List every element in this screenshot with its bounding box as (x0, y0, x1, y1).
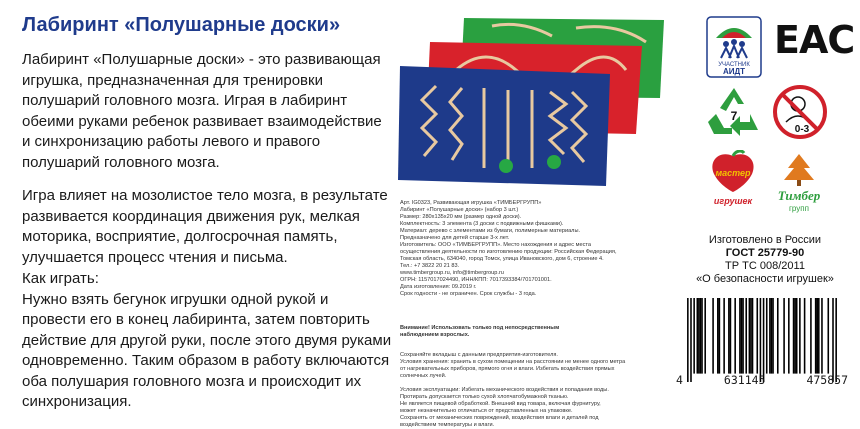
how-to-play-text: Нужно взять бегунок игрушки одной рукой и провести его в конец лабиринта, затем повторить действие для другой руки, после этого двумя руками одновременно. Таким образом в работу включаются оба полушария головного мозга и происходит их синхронизация. (22, 290, 392, 410)
technical-regulation: ТР ТС 008/2011 (725, 260, 805, 272)
barcode-bar (723, 298, 725, 374)
barcode-bar (766, 298, 768, 374)
barcode-bar (796, 298, 798, 374)
made-in: Изготовлено в России (708, 234, 822, 246)
barcode-bar (816, 298, 818, 374)
barcode-bar (717, 298, 719, 374)
barcode-bar (697, 298, 699, 374)
aidt-line1: УЧАСТНИК (718, 62, 750, 68)
description-benefits-text: Игра влияет на мозолистое тело мозга, в результате развивается координация движения рук, мелкая моторика, восприятие, долгосрочная память, улучшается процесс чтения и письма. (22, 187, 388, 266)
barcode-bar (763, 298, 765, 382)
fine-line: ОГРН: 1157017024490, ИНН/КПП: 7017393384/701701001. (400, 277, 552, 283)
fine-line: Предназначено для детей старше 3-х лет. (400, 235, 510, 241)
barcode-bar (734, 298, 736, 374)
barcode-digits (676, 373, 848, 387)
warning-line: наблюдением взрослых. (400, 332, 470, 338)
aidt-line2: АИДТ (722, 67, 746, 76)
barcode-bar (739, 298, 741, 374)
barcode-bar (827, 298, 829, 374)
barcode-bar (719, 298, 721, 374)
eac-mark: EAC (774, 18, 855, 62)
age-warning-icon (772, 84, 828, 140)
product-title: Лабиринт «Полушарные доски» (22, 14, 341, 36)
barcode-bar (815, 298, 817, 374)
fine-line: Сохранять от механических повреждений, воздействия влаги и деталей под (400, 415, 599, 421)
aidt-member-logo (706, 16, 762, 78)
barcode-bar (810, 298, 812, 374)
barcode-bar (769, 298, 771, 374)
recycle-icon (706, 84, 762, 136)
fine-line: Арт. IG0323, Развивающая игрушка «ТИМБЕРГРУПП» (400, 200, 542, 206)
barcode-bar (821, 298, 823, 374)
barcode-digit-group: 475857 (806, 373, 848, 387)
barcode-bar (760, 298, 762, 382)
master-line2: игрушек (713, 196, 753, 206)
fine-line: Изготовитель: ООО «ТИМБЕРГРУПП». Место нахождения и адрес места (400, 242, 591, 248)
barcode-bar (793, 298, 795, 374)
barcode-bar (835, 298, 837, 382)
barcode (676, 298, 848, 382)
barcode-bar (728, 298, 730, 374)
fine-print-storage (400, 352, 676, 429)
fine-line: солнечных лучей. (400, 373, 447, 379)
barcode-bar (818, 298, 820, 374)
blue-board (398, 66, 610, 186)
barcode-bar (730, 298, 732, 374)
runner-right (547, 155, 561, 169)
fine-line: Срок годности - не ограничен. Срок службы - 3 года. (400, 291, 537, 297)
fine-print-warning (400, 325, 676, 339)
barcode-bar (741, 298, 743, 374)
manufacturer-info (690, 234, 840, 286)
barcode-digit-group: 631145 (723, 373, 766, 387)
barcode-bar (752, 298, 754, 374)
barcode-bar (771, 298, 773, 374)
fine-line: Сохраняйте вкладыш с данными предприятия-изготовителя. (400, 352, 558, 358)
barcode-bar (783, 298, 785, 374)
fine-line: Комплектность: 3 элемента (3 доски с подвижными фишками). (400, 221, 564, 227)
barcode-bar (687, 298, 689, 382)
safety-regulation: «О безопасности игрушек» (696, 273, 834, 285)
fine-line: воздействием температуры и влаги. (400, 422, 495, 428)
fine-line: осуществления деятельности по изготовлению продукции: Российская Федерация, (400, 249, 617, 255)
fine-line: www.timbergroup.ru, info@timbergroup.ru (400, 270, 504, 276)
description-intro (22, 50, 392, 173)
barcode-bar (693, 298, 695, 374)
barcode-bar (804, 298, 806, 374)
timber-line2: групп (789, 204, 809, 213)
barcode-bar (832, 298, 834, 382)
fine-line (400, 380, 676, 387)
timber-group-logo (766, 150, 832, 214)
fine-line: Томская область, 634040, город Томск, улица Ивановского, дом 6, строение 4. (400, 256, 604, 262)
how-to-play-heading: Как играть: (22, 270, 99, 287)
barcode-bar (788, 298, 790, 374)
age-label: 0-3 (794, 124, 810, 135)
fine-line: может незначительно отличаться от представленных на упаковке. (400, 408, 573, 414)
barcode-bar (704, 298, 706, 374)
fine-line: Лабиринт «Полушарные доски» (набор 3 шт.) (400, 207, 519, 213)
barcode-bar (756, 298, 758, 374)
barcode-bar (750, 298, 752, 374)
description-intro-text: Лабиринт «Полушарные доски» - это развивающая игрушка, предназначенная для тренировки полушарий головного мозга. Играя в лабиринт обеими руками ребенок развивает взаимодействие и синхронизацию работы левого и правого полушарий головного мозга. (22, 51, 382, 171)
fine-print-composition (400, 200, 676, 298)
product-photo-boards (396, 16, 668, 192)
barcode-bar (701, 298, 703, 374)
fine-line: Протирать допускается только сухой хлопчатобумажной тканью. (400, 394, 569, 400)
barcode-bar (794, 298, 796, 374)
master-igrushek-logo (702, 150, 764, 210)
fine-line: Размер: 280х135х20 мм (размер одной доски). (400, 214, 522, 220)
barcode-bar (777, 298, 779, 374)
fine-line: Не является пищевой обработкой. Внешний вид товара, включая фурнитуру, (400, 401, 601, 407)
barcode-bar (749, 298, 751, 374)
fine-line: Тел.: +7 3822 20 21 83. (400, 263, 460, 269)
recycle-number: 7 (730, 109, 738, 123)
runner-left (499, 159, 513, 173)
barcode-bar (698, 298, 700, 374)
barcode-bar (690, 298, 692, 382)
fine-line: Дата изготовления: 09.2019 г. (400, 284, 477, 290)
gost: ГОСТ 25779-90 (725, 247, 805, 259)
fine-line: от нагревательных приборов, прямого огня и влаги. Избегать воздействия прямых (400, 366, 615, 372)
how-to-play (22, 269, 392, 413)
barcode-bar (742, 298, 744, 374)
timber-line1: Тимбер (777, 188, 821, 203)
description-benefits (22, 186, 392, 268)
barcode-digit-group: 4 (676, 373, 683, 387)
barcode-bar (712, 298, 714, 374)
fine-line: Условия эксплуатации: Избегать механического воздействия и попадания воды. (400, 387, 609, 393)
warning-line: Внимание! Использовать только под непосредственным (400, 325, 560, 331)
barcode-bar (700, 298, 702, 374)
master-line1: мастер (715, 168, 751, 178)
barcode-bar (745, 298, 747, 374)
barcode-bar (799, 298, 801, 374)
fine-line: Материал: дерево с элементами из бумаги, полимерные материалы. (400, 228, 581, 234)
barcode-bar (772, 298, 774, 374)
fine-line: Условия хранения: хранить в сухом помещении на расстоянии не менее одного метра (400, 359, 626, 365)
